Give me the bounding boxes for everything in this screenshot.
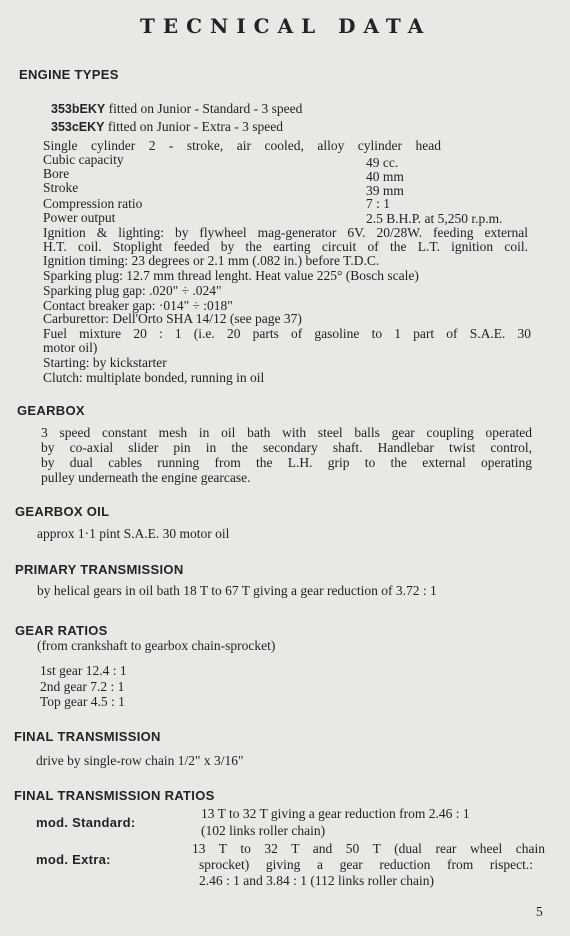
gearbox-oil-text: approx 1·1 pint S.A.E. 30 motor oil xyxy=(37,526,230,541)
single-cylinder-line: Single cylinder 2 - stroke, air cooled, alloy cylinder head xyxy=(43,138,441,153)
engine-types-heading: ENGINE TYPES xyxy=(19,67,119,82)
gearbox-line-1: 3 speed constant mesh in oil bath with steel balls gear coupling operated xyxy=(41,425,532,440)
carburettor: Carburettor: Dell'Orto SHA 14/12 (see page 37) xyxy=(43,311,302,326)
mod-standard-line-1: 13 T to 32 T giving a gear reduction from 2.46 : 1 xyxy=(201,806,470,821)
engine-type-1-code: 353bEKY xyxy=(51,102,106,116)
gear-ratios-subtitle: (from crankshaft to gearbox chain-sprocket) xyxy=(37,638,276,653)
final-transmission-heading: FINAL TRANSMISSION xyxy=(14,729,161,744)
ignition-line-2: H.T. coil. Stoplight feeded by the earting circuit of the L.T. ignition coil. xyxy=(43,239,528,254)
final-ratios-heading: FINAL TRANSMISSION RATIOS xyxy=(14,788,215,803)
gearbox-line-2: by co-axial slider pin in the secondary shaft. Handlebar twist control, xyxy=(41,440,532,455)
mod-extra-label: mod. Extra: xyxy=(36,852,111,867)
engine-type-1-text: fitted on Junior - Standard - 3 speed xyxy=(108,101,303,116)
page-number: 5 xyxy=(536,904,543,919)
first-gear-ratio: 1st gear 12.4 : 1 xyxy=(40,663,127,678)
power-label: Power output xyxy=(43,210,116,225)
mod-extra-line-3: 2.46 : 1 and 3.84 : 1 (112 links roller chain) xyxy=(199,873,434,888)
mod-extra-line-2: sprocket) giving a gear reduction from rispect.: xyxy=(199,857,533,872)
gear-ratios-heading: GEAR RATIOS xyxy=(15,623,108,638)
engine-type-2-code: 353cEKY xyxy=(51,120,105,134)
mod-extra-line-1: 13 T to 32 T and 50 T (dual rear wheel chain xyxy=(192,841,545,856)
fuel-mixture-line-2: motor oil) xyxy=(43,340,98,355)
primary-transmission-text: by helical gears in oil bath 18 T to 67 T giving a gear reduction of 3.72 : 1 xyxy=(37,583,437,598)
top-gear-ratio: Top gear 4.5 : 1 xyxy=(40,694,125,709)
mod-standard-line-2: (102 links roller chain) xyxy=(201,823,326,838)
bore-value: 40 mm xyxy=(366,169,404,184)
clutch: Clutch: multiplate bonded, running in oil xyxy=(43,370,265,385)
stroke-label: Stroke xyxy=(43,180,79,195)
fuel-mixture-line-1: Fuel mixture 20 : 1 (i.e. 20 parts of gasoline to 1 part of S.A.E. 30 xyxy=(43,326,531,341)
primary-transmission-heading: PRIMARY TRANSMISSION xyxy=(15,562,184,577)
mod-standard-label: mod. Standard: xyxy=(36,815,136,830)
compression-value: 7 : 1 xyxy=(366,196,391,211)
sparking-plug-gap: Sparking plug gap: .020" ÷ .024" xyxy=(43,283,222,298)
sparking-plug: Sparking plug: 12.7 mm thread lenght. Heat value 225° (Bosch scale) xyxy=(43,268,419,283)
cubic-capacity-label: Cubic capacity xyxy=(43,152,124,167)
compression-label: Compression ratio xyxy=(43,196,143,211)
cubic-capacity-value: 49 cc. xyxy=(366,155,399,170)
engine-type-1 xyxy=(51,101,302,117)
stroke-value: 39 mm xyxy=(366,183,404,198)
ignition-timing: Ignition timing: 23 degrees or 2.1 mm (.082 in.) before T.D.C. xyxy=(43,253,380,268)
engine-type-2 xyxy=(51,119,283,135)
engine-type-2-text: fitted on Junior - Extra - 3 speed xyxy=(107,119,283,134)
page-title: TECNICAL DATA xyxy=(140,14,432,38)
second-gear-ratio: 2nd gear 7.2 : 1 xyxy=(40,679,125,694)
ignition-line-1: Ignition & lighting: by flywheel mag-generator 6V. 20/28W. feeding external xyxy=(43,225,528,240)
starting: Starting: by kickstarter xyxy=(43,355,167,370)
bore-label: Bore xyxy=(43,166,70,181)
final-transmission-text: drive by single-row chain 1/2" x 3/16" xyxy=(36,753,244,768)
contact-breaker-gap: Contact breaker gap: ·014" ÷ :018" xyxy=(43,298,233,313)
gearbox-line-4: pulley underneath the engine gearcase. xyxy=(41,470,251,485)
gearbox-oil-heading: GEARBOX OIL xyxy=(15,504,110,519)
power-value: 2.5 B.H.P. at 5,250 r.p.m. xyxy=(366,211,503,226)
gearbox-heading: GEARBOX xyxy=(17,403,85,418)
gearbox-line-3: by dual cables running from the L.H. grip to the external operating xyxy=(41,455,532,470)
